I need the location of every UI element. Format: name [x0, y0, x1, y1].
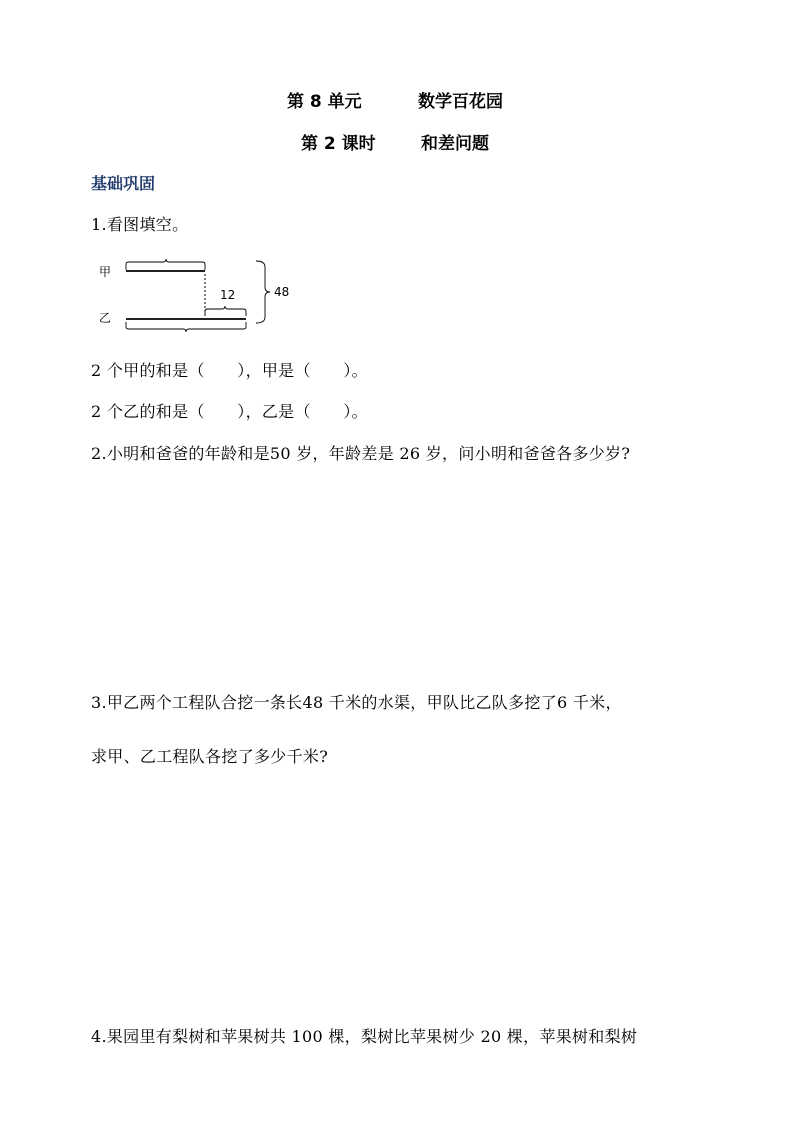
question-1-line-2: 2 个乙的和是（ ），乙是（ ）。 — [91, 402, 368, 421]
question-4-text: 4.果园里有梨树和苹果树共 100 棵，梨树比苹果树少 20 棵，苹果树和梨树 — [91, 1027, 638, 1046]
question-1-line-1: 2 个甲的和是（ ），甲是（ ）。 — [91, 361, 368, 380]
lesson-name: 和差问题 — [421, 134, 489, 154]
lesson-title: 第 2 课时 — [301, 134, 376, 154]
diagram-label-a: 甲 — [99, 265, 112, 279]
brace-total — [256, 261, 270, 323]
diagram-label-b: 乙 — [99, 311, 112, 325]
unit-title: 第 8 单元 — [287, 92, 362, 112]
brace-b — [126, 322, 246, 332]
question-3-line-1: 3.甲乙两个工程队合挖一条长48 千米的水渠，甲队比乙队多挖了6 千米， — [91, 693, 622, 712]
question-2-text: 2.小明和爸爸的年龄和是50 岁，年龄差是 26 岁，问小明和爸爸各多少岁? — [91, 444, 631, 463]
section-heading: 基础巩固 — [91, 174, 156, 193]
brace-diff — [205, 306, 246, 316]
diagram-diff-label: 12 — [220, 288, 236, 302]
question-1-text: 1.看图填空。 — [91, 215, 189, 234]
unit-name: 数学百花园 — [418, 92, 503, 112]
diagram-total-label: 48 — [274, 285, 290, 299]
brace-a — [126, 259, 205, 270]
question-3-line-2: 求甲、乙工程队各挖了多少千米? — [91, 747, 329, 766]
